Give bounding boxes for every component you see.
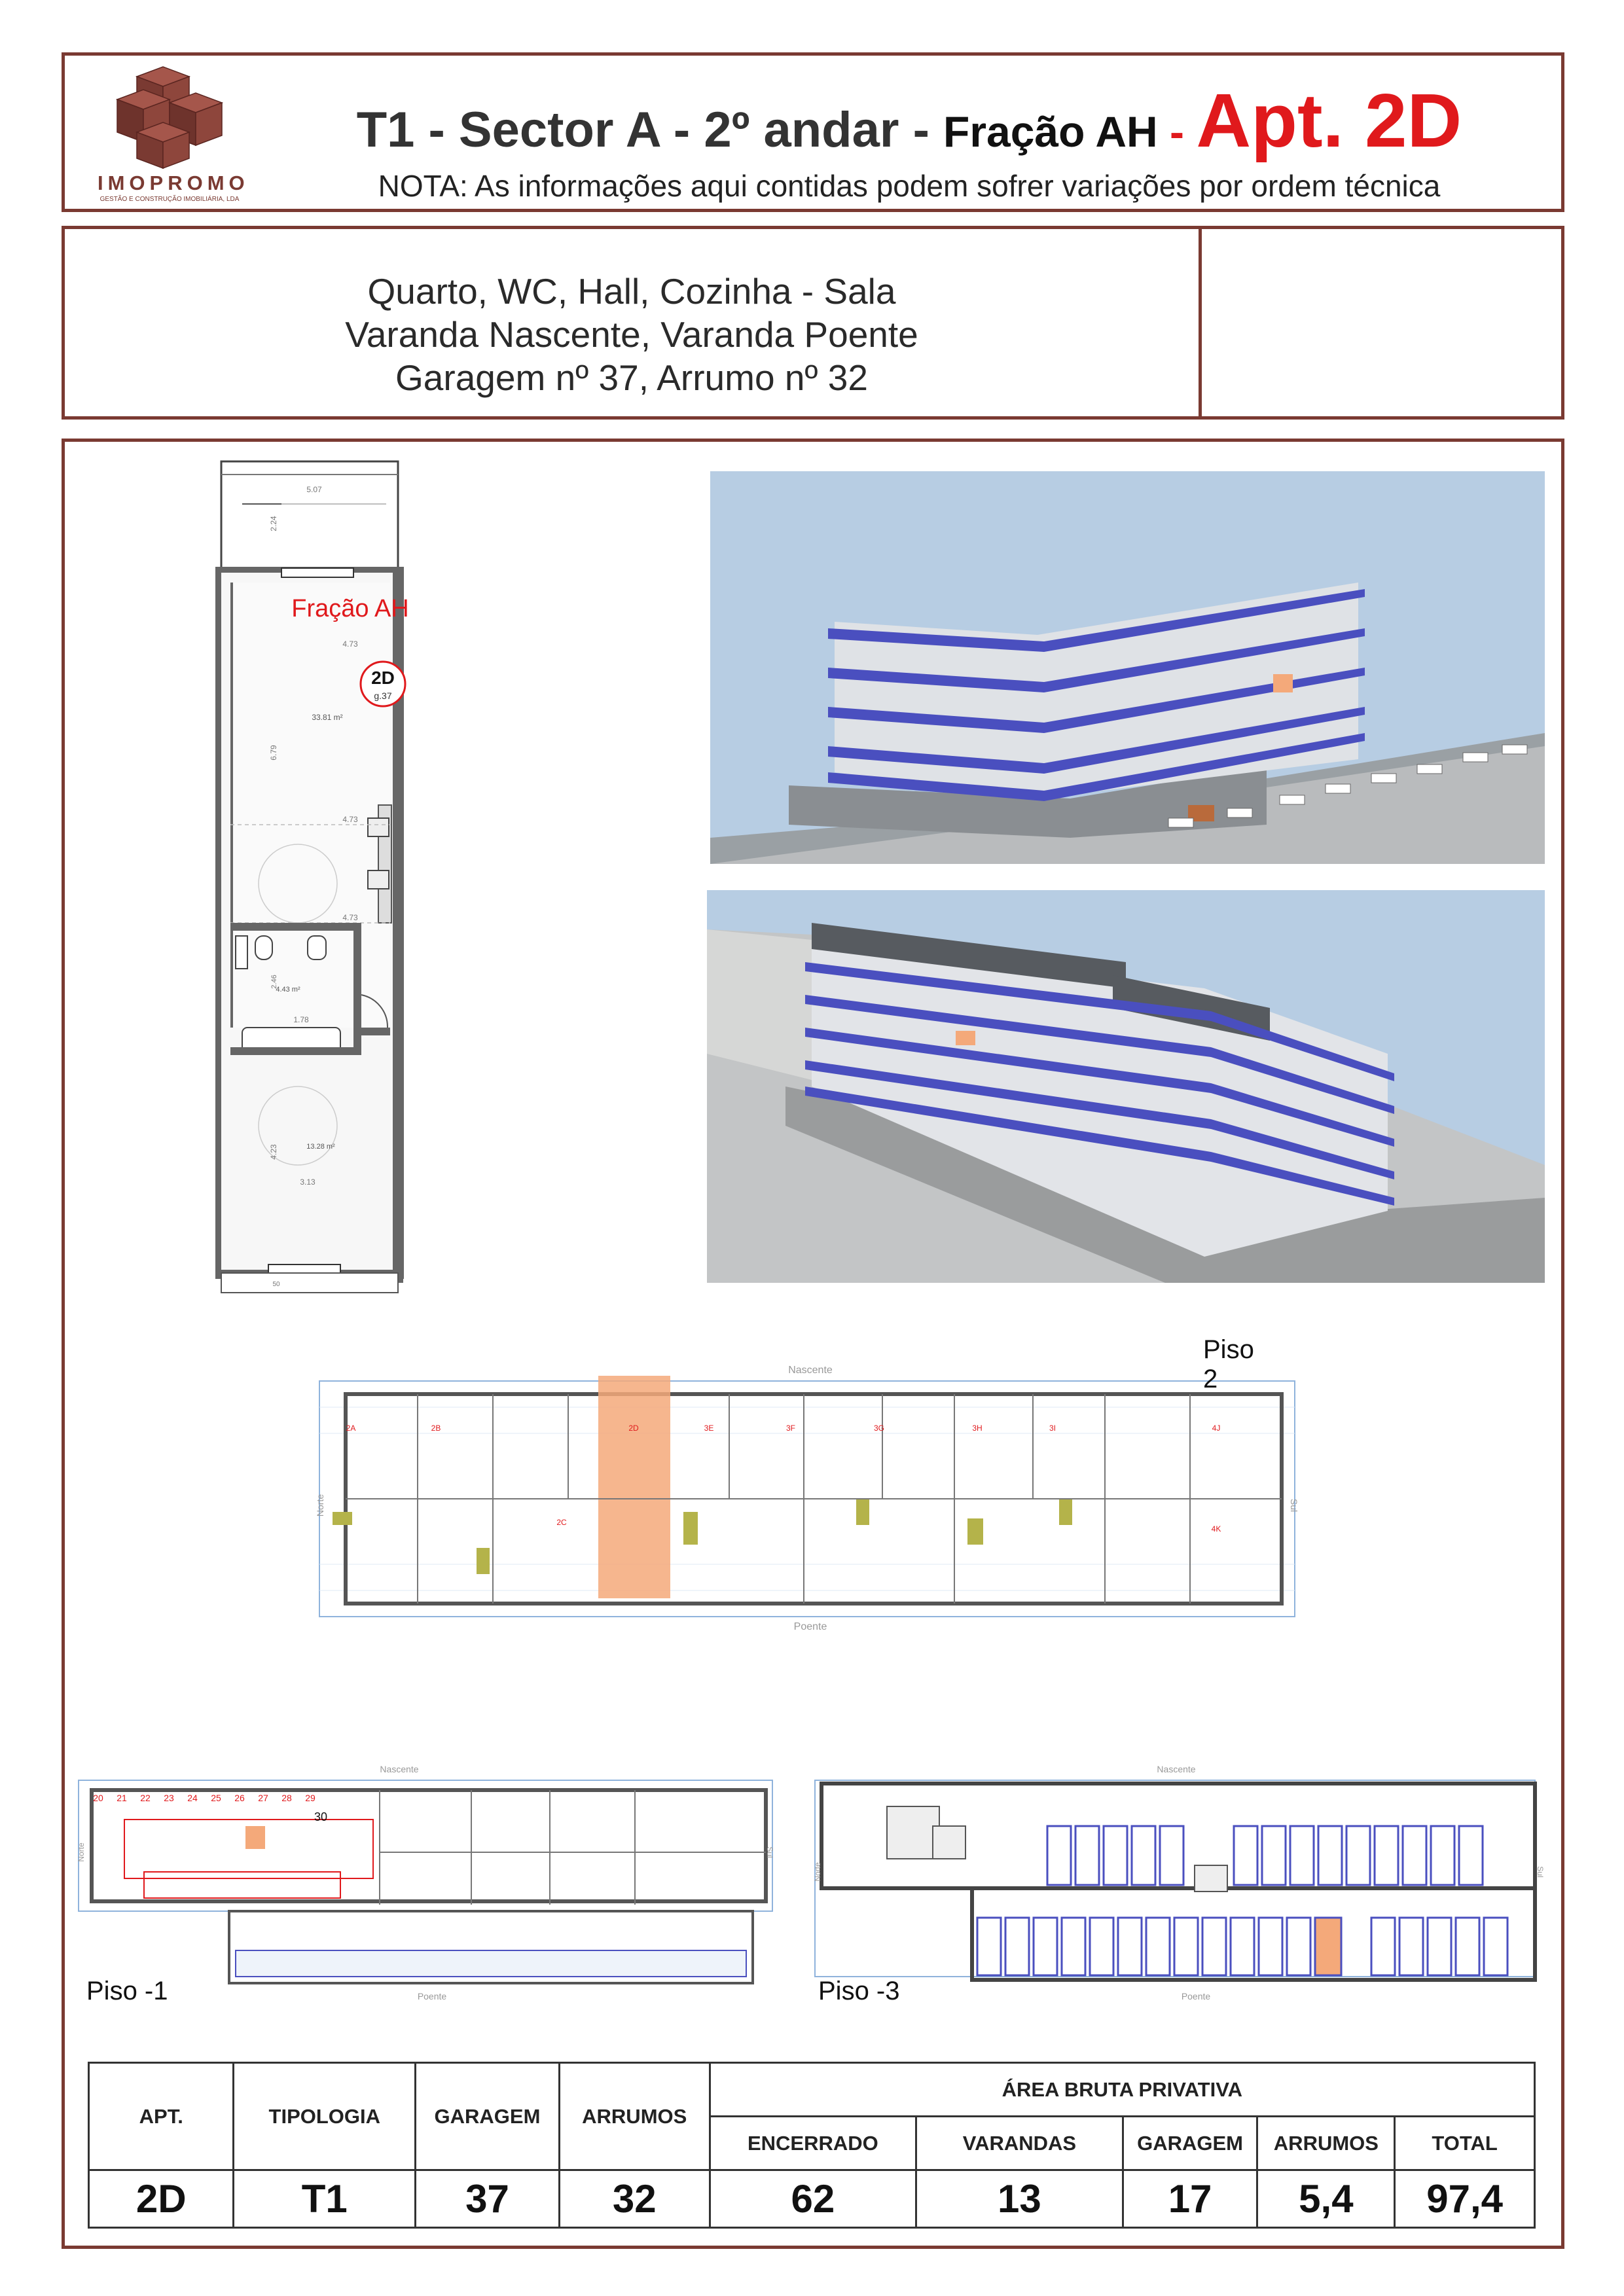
dim-bedroom-width: 3.13 [300,1177,316,1187]
description-line-1: Quarto, WC, Hall, Cozinha - Sala [367,271,896,312]
piso2-unit-3e: 3E [704,1424,714,1433]
unit-tag-label: 2D [371,668,395,688]
header-varandas: VARANDAS [916,2117,1123,2170]
apartment-floor-plan [216,458,412,1296]
description-divider [1199,229,1202,416]
piso2-unit-2d: 2D [628,1424,639,1433]
p-1-garage-21: 21 [117,1793,127,1803]
p-1-east-label: Nascente [380,1764,419,1774]
summary-header-row [89,2063,1535,2117]
value-varandas: 13 [916,2170,1123,2228]
value-total: 97,4 [1395,2170,1535,2228]
piso2-north-label: Norte [315,1494,325,1517]
header-garagem-area: GARAGEM [1123,2117,1257,2170]
piso2-west-label: Poente [793,1621,827,1632]
piso2-unit-2a: 2A [346,1424,356,1433]
p-1-west-label: Poente [417,1991,447,2001]
value-garagem: 37 [416,2170,560,2228]
p-1-south-label: Sul [765,1846,774,1858]
header-arrumos: ARRUMOS [559,2063,710,2170]
garage-37-highlight [1315,1918,1341,1975]
header-encerrado: ENCERRADO [710,2117,916,2170]
company-logo [98,63,249,209]
piso2-unit-4j: 4J [1212,1424,1221,1433]
piso-minus3-plan [813,1754,1545,2003]
value-tipologia: T1 [234,2170,416,2228]
p-1-garage-29: 29 [305,1793,316,1803]
piso2-unit-3h: 3H [972,1424,983,1433]
piso2-unit-3g: 3G [873,1424,885,1433]
piso2-unit-2b: 2B [431,1424,441,1433]
building-render-west [707,890,1545,1283]
storage-highlight [245,1826,265,1849]
fraction-label: Fração AH [291,595,409,622]
title-fraction: Fração AH [943,107,1158,156]
summary-values-row [89,2170,1535,2228]
piso-minus1-label: Piso -1 [86,1977,168,2005]
dim-rear-balcony: 50 [272,1281,280,1288]
header-total: TOTAL [1395,2117,1535,2170]
value-encerrado: 62 [710,2170,916,2228]
header-tipologia: TIPOLOGIA [234,2063,416,2170]
technical-note: NOTA: As informações aqui contidas podem sofrer variações por ordem técnica [378,169,1441,203]
p-1-garage-22: 22 [140,1793,151,1803]
page-title [261,77,1557,164]
piso2-unit-4k: 4K [1211,1524,1221,1534]
p-1-garage-27: 27 [258,1793,268,1803]
value-apt: 2D [89,2170,234,2228]
title-apartment: Apt. 2D [1196,78,1462,163]
piso2-unit-3f: 3F [785,1424,796,1433]
piso-2-label: Piso 2 [1203,1335,1254,1393]
dim-kitchen-width: 4.73 [342,913,358,922]
value-arrumos: 32 [559,2170,710,2228]
summary-table [88,2062,1536,2229]
p-1-garage-28: 28 [281,1793,292,1803]
header-garagem: GARAGEM [416,2063,560,2170]
unit-highlight-east [1273,674,1293,692]
p-1-north-label: Norte [77,1842,86,1862]
piso2-east-label: Nascente [788,1365,833,1376]
brand-tagline: GESTÃO E CONSTRUÇÃO IMOBILIÁRIA, LDA [99,196,240,203]
p-1-garage-26: 26 [234,1793,245,1803]
description-line-2: Varanda Nascente, Varanda Poente [345,314,918,355]
description-text [65,270,1199,399]
dim-balcony-width: 5.07 [306,485,322,494]
p-1-garage-25: 25 [211,1793,221,1803]
description-panel [62,226,1564,420]
p-1-garage-24: 24 [187,1793,198,1803]
p-3-east-label: Nascente [1157,1764,1196,1774]
p-3-north-label: Norte [813,1862,822,1882]
building-render-east [710,471,1545,864]
p-1-garage-20: 20 [93,1793,103,1803]
unit-highlight-piso2 [598,1376,670,1598]
parking-bays-bottom [977,1918,1507,1975]
wc-area: 4.43 m² [276,986,300,994]
dim-living-length: 6.79 [269,745,278,761]
unit-tag-sub: g.37 [374,691,392,701]
brand-name: IMOPROMO [98,171,249,194]
description-line-3: Garagem nº 37, Arrumo nº 32 [395,357,868,398]
dim-wc-height: 2.46 [270,975,278,989]
dim-balcony-depth: 2.24 [269,516,278,531]
header-area-group: ÁREA BRUTA PRIVATIVA [710,2063,1534,2117]
header-panel [62,52,1564,212]
dim-living-width-mid: 4.73 [342,815,358,824]
unit-highlight-west [956,1031,975,1045]
dim-wc-width: 1.78 [293,1015,309,1024]
parking-bays-top [1047,1826,1483,1885]
p-3-south-label: Sul [1536,1866,1545,1878]
title-main: T1 - Sector A - 2º andar - [356,102,943,158]
piso-minus3-label: Piso -3 [818,1977,900,2005]
bedroom-area: 13.28 m² [306,1143,335,1151]
piso-minus1-plan [79,1754,772,2003]
logo-cubes-icon [98,63,242,171]
dim-living-width-top: 4.73 [342,639,358,649]
header-arrumos-area: ARRUMOS [1257,2117,1395,2170]
header-apt: APT. [89,2063,234,2170]
dim-bedroom-length: 4.23 [269,1144,278,1160]
value-garagem-area: 17 [1123,2170,1257,2228]
piso2-south-label: Sul [1289,1498,1299,1513]
living-area: 33.81 m² [312,713,343,722]
p-1-garage-30: 30 [314,1810,328,1823]
value-arrumos-area: 5,4 [1257,2170,1395,2228]
title-dash: - [1157,107,1197,156]
piso2-unit-3i: 3I [1049,1424,1056,1433]
piso-2-plan [315,1365,1299,1632]
p-3-west-label: Poente [1181,1991,1211,2001]
p-1-garage-23: 23 [164,1793,174,1803]
piso2-unit-2c: 2C [556,1518,567,1527]
